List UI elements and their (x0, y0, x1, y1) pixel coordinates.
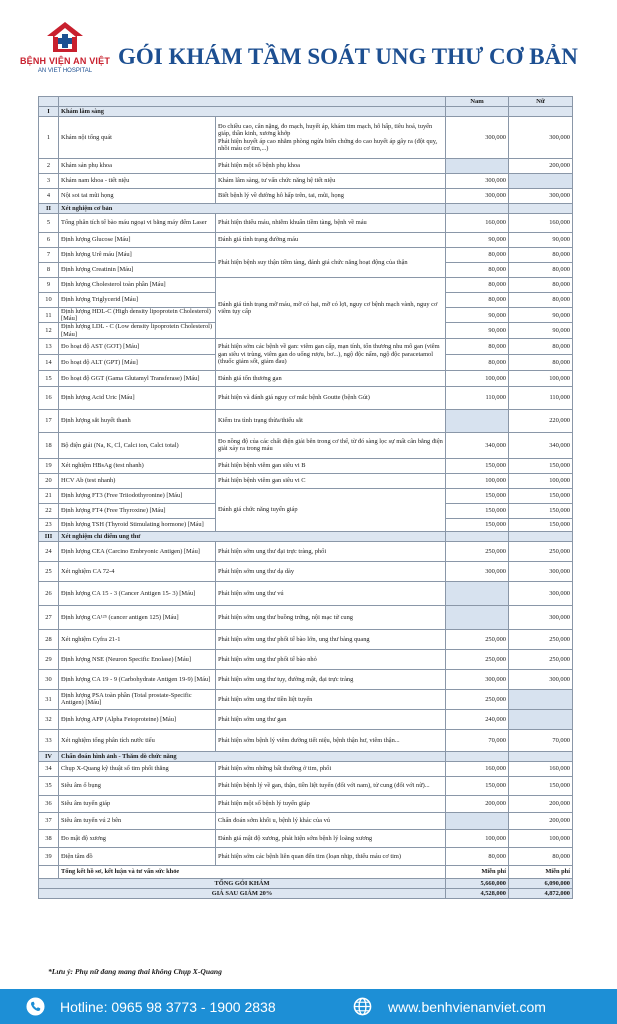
female-price (509, 709, 573, 729)
item-description: Phát hiện bệnh suy thận tiềm tàng, đánh giá chức năng hoạt động của thận (216, 248, 446, 278)
section-row (39, 751, 573, 761)
row-number: 24 (39, 541, 59, 561)
row-number: 38 (39, 829, 59, 847)
item-description: Chẩn đoán sớm khối u, bệnh lý khác của vú (216, 812, 446, 829)
male-price (446, 409, 509, 432)
male-price: 300,000 (446, 561, 509, 581)
row-number: 33 (39, 729, 59, 751)
row-number: 18 (39, 432, 59, 458)
row-number: 10 (39, 293, 59, 308)
row-number: 8 (39, 263, 59, 278)
row-number: 30 (39, 669, 59, 689)
item-name: Đo hoạt độ ALT (GPT) [Máu] (59, 354, 216, 370)
item-name: Siêu âm ổ bụng (59, 776, 216, 795)
item-description: Phát hiện sớm các bệnh liên quan đến tim (loạn nhịp, thiếu máu cơ tim) (216, 847, 446, 865)
item-name: Đo mật độ xương (59, 829, 216, 847)
table-row (39, 829, 573, 847)
section-number: II (39, 204, 59, 214)
female-price: 200,000 (509, 795, 573, 812)
row-number: 5 (39, 214, 59, 233)
item-description: Biết bệnh lý về đường hô hấp trên, tai, mũi, họng (216, 189, 446, 204)
male-price: 150,000 (446, 776, 509, 795)
table-row (39, 847, 573, 865)
item-description: Phát hiện bệnh viêm gan siêu vi B (216, 458, 446, 473)
female-price: 80,000 (509, 847, 573, 865)
item-description: Phát hiện sớm ung thư dạ dày (216, 561, 446, 581)
item-name: Định lượng HDL-C (High density lipoprotein Cholesterol) [Máu] (59, 308, 216, 323)
male-price: 80,000 (446, 354, 509, 370)
item-name: Định lượng TSH (Thyroid Stimulating hormone) [Máu] (59, 518, 216, 531)
item-name: Định lượng Cholesterol toàn phần [Máu] (59, 278, 216, 293)
male-price: 80,000 (446, 293, 509, 308)
female-price: 340,000 (509, 432, 573, 458)
item-description: Đánh giá tình trạng đường máu (216, 233, 446, 248)
row-number: 3 (39, 174, 59, 189)
section-row (39, 107, 573, 117)
female-price: 200,000 (509, 159, 573, 174)
footer-bar (0, 989, 617, 1024)
section-spacer (509, 204, 573, 214)
row-number: 36 (39, 795, 59, 812)
item-name: Siêu âm tuyến vú 2 bên (59, 812, 216, 829)
row-number: 26 (39, 581, 59, 605)
table-row (39, 386, 573, 409)
item-description: Phát hiện một số bệnh phụ khoa (216, 159, 446, 174)
male-price (446, 605, 509, 629)
table-row (39, 541, 573, 561)
row-number: 9 (39, 278, 59, 293)
male-price (446, 812, 509, 829)
item-name: Định lượng AFP (Alpha Fetoproteine) [Máu] (59, 709, 216, 729)
item-description: Phát hiện sớm các bệnh về gan: viêm gan cấp, mạn tính, tổn thương nhu mô gan (viêm gan siêu vi trùng, viêm gan do uống rượu, bơ...), ngộ độc nấm, ngộ độc paracetamol (thuốc giảm sốt, giảm đau) (216, 338, 446, 370)
item-description: Phát hiện sớm ung thư phổi tế bào lớn, ung thư bàng quang (216, 629, 446, 649)
male-price: 250,000 (446, 541, 509, 561)
female-price: 100,000 (509, 370, 573, 386)
item-description: Đánh giá tổn thương gan (216, 370, 446, 386)
discount-female: 4,872,000 (509, 888, 573, 898)
female-price: 150,000 (509, 776, 573, 795)
row-number: 19 (39, 458, 59, 473)
item-name: Chụp X-Quang kỹ thuật số tim phổi thẳng (59, 761, 216, 776)
item-description: Đánh giá tình trạng mỡ máu, mỡ có hại, mỡ có lợi, nguy cơ bệnh mạch vành, nguy cơ viêm tụy cấp (216, 278, 446, 339)
female-price: 80,000 (509, 354, 573, 370)
page-title: GÓI KHÁM TẦM SOÁT UNG THƯ CƠ BẢN (118, 44, 578, 69)
total-male: 5,660,000 (446, 878, 509, 888)
female-price: 100,000 (509, 829, 573, 847)
hospital-subtitle: AN VIET HOSPITAL (37, 68, 93, 74)
row-number: 14 (39, 354, 59, 370)
table-row (39, 729, 573, 751)
note: *Lưu ý: Phụ nữ đang mang thai không Chụp X-Quang (48, 967, 222, 976)
male-price: 250,000 (446, 649, 509, 669)
item-description: Phát hiện sớm ung thư gan (216, 709, 446, 729)
section-spacer (509, 107, 573, 117)
section-title: Xét nghiệm cơ bản (59, 204, 446, 214)
table-row (39, 409, 573, 432)
section-spacer (446, 531, 509, 541)
female-price (509, 689, 573, 709)
item-description: Phát hiện thiếu máu, nhiễm khuẩn tiềm tàng, bệnh về máu (216, 214, 446, 233)
female-price: 80,000 (509, 293, 573, 308)
item-name: Định lượng PSA toàn phần (Total prostate-Specific Antigen) [Máu] (59, 689, 216, 709)
male-price: 200,000 (446, 795, 509, 812)
row-number: 35 (39, 776, 59, 795)
female-price: 80,000 (509, 263, 573, 278)
table-row (39, 214, 573, 233)
item-name: Định lượng Urê máu [Máu] (59, 248, 216, 263)
item-name: Điện tâm đồ (59, 847, 216, 865)
table-row (39, 338, 573, 354)
table-row (39, 458, 573, 473)
table-row (39, 581, 573, 605)
item-description: Khám lâm sàng, tư vấn chức năng hệ tiết niệu (216, 174, 446, 189)
summary-label: Tổng kết hồ sơ, kết luận và tư vấn sức khỏe (59, 865, 446, 878)
row-number: 28 (39, 629, 59, 649)
item-name: Tổng phân tích tế bào máu ngoại vi bằng máy đếm Laser (59, 214, 216, 233)
row-number: 6 (39, 233, 59, 248)
male-price: 90,000 (446, 233, 509, 248)
item-description: Phát hiện sớm ung thư buồng trứng, nội mạc tử cung (216, 605, 446, 629)
table-row (39, 370, 573, 386)
row-number: 4 (39, 189, 59, 204)
female-price: 300,000 (509, 669, 573, 689)
hospital-name: BỆNH VIỆN AN VIỆT (19, 56, 111, 66)
table-row (39, 669, 573, 689)
summary-spacer (39, 865, 59, 878)
male-price: 80,000 (446, 847, 509, 865)
hotline-link[interactable]: Hotline: 0965 98 3773 - 1900 2838 (60, 999, 276, 1015)
male-price: 90,000 (446, 308, 509, 323)
male-price: 80,000 (446, 263, 509, 278)
item-name: Xét nghiệm HBsAg (test nhanh) (59, 458, 216, 473)
globe-icon (353, 997, 372, 1016)
section-spacer (446, 751, 509, 761)
row-number: 34 (39, 761, 59, 776)
table-header-row (39, 97, 573, 107)
total-row (39, 878, 573, 888)
female-price: 300,000 (509, 605, 573, 629)
row-number: 2 (39, 159, 59, 174)
item-description: Phát hiện sớm ung thư tiền liệt tuyến (216, 689, 446, 709)
item-description: Phát hiện sớm bệnh lý viêm đường tiết niệu, bệnh thận hư, viêm thận... (216, 729, 446, 751)
female-price: 250,000 (509, 649, 573, 669)
female-price: 80,000 (509, 278, 573, 293)
item-description: Phát hiện bệnh lý về gan, thận, tiền liệt tuyến (đối với nam), tử cung (đối với nữ)... (216, 776, 446, 795)
item-description: Phát hiện và đánh giá nguy cơ mắc bệnh Goutte (bệnh Gút) (216, 386, 446, 409)
table-row (39, 776, 573, 795)
item-description: Phát hiện sớm ung thư tụy, đường mật, đại trực tràng (216, 669, 446, 689)
table-row (39, 649, 573, 669)
header-male: Nam (446, 97, 509, 107)
female-price: 200,000 (509, 812, 573, 829)
item-name: Bộ điện giải (Na, K, Cl, Calci ion, Calci total) (59, 432, 216, 458)
row-number: 29 (39, 649, 59, 669)
female-price: 70,000 (509, 729, 573, 751)
male-price: 150,000 (446, 458, 509, 473)
item-name: Nội soi tai mũi họng (59, 189, 216, 204)
summary-female: Miễn phí (509, 865, 573, 878)
section-title: Khám lâm sàng (59, 107, 446, 117)
row-number: 16 (39, 386, 59, 409)
female-price: 150,000 (509, 503, 573, 518)
table-row (39, 629, 573, 649)
hospital-logo (10, 20, 120, 80)
female-price: 300,000 (509, 189, 573, 204)
item-name: Định lượng Glucose [Máu] (59, 233, 216, 248)
item-name: Định lượng sắt huyết thanh (59, 409, 216, 432)
item-description: Phát hiện sớm ung thư phổi tế bào nhỏ (216, 649, 446, 669)
item-name: Xét nghiệm tổng phân tích nước tiểu (59, 729, 216, 751)
row-number: 15 (39, 370, 59, 386)
male-price: 110,000 (446, 386, 509, 409)
row-number: 22 (39, 503, 59, 518)
female-price: 150,000 (509, 458, 573, 473)
male-price: 160,000 (446, 214, 509, 233)
male-price: 100,000 (446, 370, 509, 386)
total-female: 6,090,000 (509, 878, 573, 888)
discount-male: 4,528,000 (446, 888, 509, 898)
female-price: 250,000 (509, 541, 573, 561)
female-price: 300,000 (509, 581, 573, 605)
female-price: 160,000 (509, 761, 573, 776)
female-price (509, 174, 573, 189)
table-row (39, 488, 573, 503)
table-row (39, 117, 573, 159)
section-spacer (509, 751, 573, 761)
table-row (39, 248, 573, 263)
summary-male: Miễn phí (446, 865, 509, 878)
table-row (39, 159, 573, 174)
row-number: 12 (39, 323, 59, 338)
item-name: Định lượng CA 15 - 3 (Cancer Antigen 15- 3) [Máu] (59, 581, 216, 605)
section-spacer (446, 107, 509, 117)
male-price: 150,000 (446, 503, 509, 518)
table-row (39, 189, 573, 204)
row-number: 17 (39, 409, 59, 432)
female-price: 150,000 (509, 518, 573, 531)
item-name: Khám nội tổng quát (59, 117, 216, 159)
male-price: 70,000 (446, 729, 509, 751)
table-row (39, 709, 573, 729)
male-price (446, 159, 509, 174)
row-number: 7 (39, 248, 59, 263)
row-number: 31 (39, 689, 59, 709)
section-row (39, 531, 573, 541)
item-description: Phát hiện sớm những bất thường ở tim, phổi (216, 761, 446, 776)
summary-row (39, 865, 573, 878)
item-name: Siêu âm tuyến giáp (59, 795, 216, 812)
item-description: Phát hiện một số bệnh lý tuyến giáp (216, 795, 446, 812)
header-female: Nữ (509, 97, 573, 107)
male-price: 340,000 (446, 432, 509, 458)
item-name: Khám sản phụ khoa (59, 159, 216, 174)
female-price: 300,000 (509, 117, 573, 159)
female-price: 150,000 (509, 488, 573, 503)
website-link[interactable]: www.benhvienanviet.com (388, 999, 546, 1015)
male-price: 160,000 (446, 761, 509, 776)
female-price: 250,000 (509, 629, 573, 649)
male-price: 300,000 (446, 117, 509, 159)
section-spacer (446, 204, 509, 214)
item-name: Định lượng LDL - C (Low density lipoprotein Cholesterol) [Máu] (59, 323, 216, 338)
table-row (39, 795, 573, 812)
phone-icon (26, 997, 45, 1016)
female-price: 90,000 (509, 308, 573, 323)
item-description: Đo chiều cao, cân nặng, đo mạch, huyết áp, khám tim mạch, hô hấp, tiêu hoá, tuyến giáp, thần kinh, xương khớp Phát hiện huyết áp cao nhằm phòng ngừa biến chứng do cao huyết áp gây ra (đột quỵ, nhồi máu cơ tim,...) (216, 117, 446, 159)
table-row (39, 761, 573, 776)
row-number: 1 (39, 117, 59, 159)
table-row (39, 561, 573, 581)
female-price: 100,000 (509, 473, 573, 488)
male-price: 250,000 (446, 629, 509, 649)
section-title: Xét nghiệm chỉ điểm ung thư (59, 531, 446, 541)
item-name: Xét nghiệm CA 72-4 (59, 561, 216, 581)
item-name: Định lượng CEA (Carcino Embryonic Antigen) [Máu] (59, 541, 216, 561)
male-price: 80,000 (446, 338, 509, 354)
male-price: 240,000 (446, 709, 509, 729)
section-number: I (39, 107, 59, 117)
item-description: Phát hiện bệnh viêm gan siêu vi C (216, 473, 446, 488)
section-number: III (39, 531, 59, 541)
row-number: 39 (39, 847, 59, 865)
item-name: Đo hoạt độ GGT (Gama Glutamyl Transferase) [Máu] (59, 370, 216, 386)
female-price: 80,000 (509, 338, 573, 354)
discount-label: GIÁ SAU GIẢM 20% (39, 888, 446, 898)
table-row (39, 605, 573, 629)
row-number: 23 (39, 518, 59, 531)
male-price: 300,000 (446, 174, 509, 189)
male-price: 100,000 (446, 473, 509, 488)
section-title: Chẩn đoán hình ảnh - Thăm dò chức năng (59, 751, 446, 761)
item-description: Kiểm tra tình trạng thừa/thiếu sắt (216, 409, 446, 432)
male-price: 150,000 (446, 518, 509, 531)
table-row (39, 174, 573, 189)
female-price: 90,000 (509, 323, 573, 338)
male-price: 300,000 (446, 189, 509, 204)
total-label: TỔNG GÓI KHÁM (39, 878, 446, 888)
female-price: 110,000 (509, 386, 573, 409)
female-price: 160,000 (509, 214, 573, 233)
table-row (39, 689, 573, 709)
item-description: Đánh giá mật độ xương, phát hiện sớm bệnh lý loãng xương (216, 829, 446, 847)
male-price: 250,000 (446, 689, 509, 709)
item-name: Định lượng NSE (Neuron Specific Enolase) [Máu] (59, 649, 216, 669)
item-name: Định lượng FT4 (Free Thyroxine) [Máu] (59, 503, 216, 518)
item-name: Khám nam khoa - tiết niệu (59, 174, 216, 189)
table-row (39, 473, 573, 488)
hospital-logo-icon (45, 20, 85, 54)
row-number: 21 (39, 488, 59, 503)
item-name: Định lượng CA 19 - 9 (Carbohydrate Antigen 19-9) [Máu] (59, 669, 216, 689)
item-name: Định lượng Triglycerid [Máu] (59, 293, 216, 308)
section-number: IV (39, 751, 59, 761)
discount-row (39, 888, 573, 898)
section-row (39, 204, 573, 214)
table-row (39, 278, 573, 293)
row-number: 13 (39, 338, 59, 354)
item-name: Đo hoạt độ AST (GOT) [Máu] (59, 338, 216, 354)
row-number: 32 (39, 709, 59, 729)
row-number: 11 (39, 308, 59, 323)
item-name: Định lượng CA¹²⁵ (cancer antigen 125) [Máu] (59, 605, 216, 629)
item-description: Phát hiện sớm ung thư vú (216, 581, 446, 605)
item-description: Phát hiện sớm ung thư đại trực tràng, phổi (216, 541, 446, 561)
female-price: 90,000 (509, 233, 573, 248)
row-number: 37 (39, 812, 59, 829)
male-price: 150,000 (446, 488, 509, 503)
header-spacer (59, 97, 446, 107)
item-name: Xét nghiệm Cyfra 21-1 (59, 629, 216, 649)
male-price: 90,000 (446, 323, 509, 338)
male-price: 300,000 (446, 669, 509, 689)
item-name: Định lượng Creatinin [Máu] (59, 263, 216, 278)
female-price: 80,000 (509, 248, 573, 263)
table-row (39, 812, 573, 829)
female-price: 220,000 (509, 409, 573, 432)
section-spacer (509, 531, 573, 541)
item-description: Đo nồng độ của các chất điện giải bên trong cơ thể, từ đó sàng lọc sự mất cân bằng điện giải xảy ra trong máu (216, 432, 446, 458)
female-price: 300,000 (509, 561, 573, 581)
item-name: HCV Ab (test nhanh) (59, 473, 216, 488)
price-table (38, 96, 573, 899)
item-name: Định lượng Acid Uric [Máu] (59, 386, 216, 409)
table-row (39, 233, 573, 248)
row-number: 25 (39, 561, 59, 581)
male-price: 80,000 (446, 248, 509, 263)
header-blank (39, 97, 59, 107)
male-price (446, 581, 509, 605)
item-name: Định lượng FT3 (Free Triiodothyronine) [Máu] (59, 488, 216, 503)
male-price: 100,000 (446, 829, 509, 847)
table-row (39, 432, 573, 458)
male-price: 80,000 (446, 278, 509, 293)
row-number: 27 (39, 605, 59, 629)
row-number: 20 (39, 473, 59, 488)
item-description: Đánh giá chức năng tuyến giáp (216, 488, 446, 531)
